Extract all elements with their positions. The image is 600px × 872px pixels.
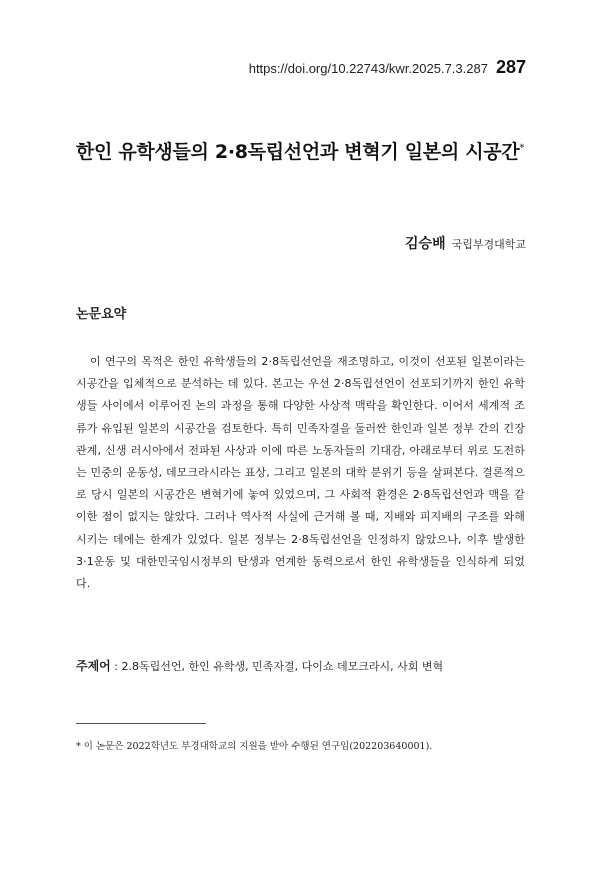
author-name: 김승배 <box>405 236 446 252</box>
paper-title <box>0 137 600 164</box>
abstract-heading: 논문요약 <box>76 307 127 322</box>
author-affiliation: 국립부경대학교 <box>451 238 526 251</box>
abstract-body: 이 연구의 목적은 한인 유학생들의 2·8독립선언을 재조명하고, 이것이 선포된 일본이라는 시공간을 입체적으로 분석하는 데 있다. 본고는 우선 2·8독립선언이 선포되기까지 한인 유학생들 사이에서 이루어진 논의 과정을 통해 다양한 사상적 맥락을 확인한다. 이어서 세계적 조류가 유입된 일본의 시공간을 검토한다. 특히 민족자결을 둘러싼 한인과 일본 정부 간의 긴장 관계, 신생 러시아에서 전파된 사상과 이에 따른 노동자들의 기대감, 아래로부터 위로 도전하는 민중의 운동성, 데모크라시라는 표상, 그리고 일본의 대학 분위기 등을 살펴본다. 결론적으로 당시 일본의 시공간은 변혁기에 놓여 있었으며, 그 사회적 환경은 2·8독립선언과 맥을 같이한 점이 없지는 않았다. 그러나 역사적 사실에 근거해 볼 때, 지배와 피지배의 구조를 와해시키는 데에는 한계가 있었다. 일본 정부는 2·8독립선언을 인정하지 않았으나, 이후 발생한 3·1운동 및 대한민국임시정부의 탄생과 연계한 동력으로서 한인 유학생들을 인식하게 되었다. <box>76 355 525 591</box>
footnote: * 이 논문은 2022학년도 부경대학교의 지원을 받아 수행된 연구임(202203640001). <box>76 741 433 752</box>
keywords-list: 2.8독립선언, 한인 유학생, 민족자결, 다이쇼 데모크라시, 사회 변혁 <box>121 660 444 673</box>
footnote-divider <box>76 723 206 724</box>
keywords-separator: : <box>110 660 122 673</box>
page-number: 287 <box>495 57 526 77</box>
keywords-label: 주제어 <box>76 659 111 673</box>
author-block <box>405 233 526 253</box>
keywords <box>76 657 536 674</box>
paper-title-text: 한인 유학생들의 2·8독립선언과 변혁기 일본의 시공간 <box>75 141 520 163</box>
title-footnote-mark: * <box>519 142 525 154</box>
running-header <box>249 57 526 78</box>
doi-link[interactable]: https://doi.org/10.22743/kwr.2025.7.3.287 <box>248 61 488 76</box>
